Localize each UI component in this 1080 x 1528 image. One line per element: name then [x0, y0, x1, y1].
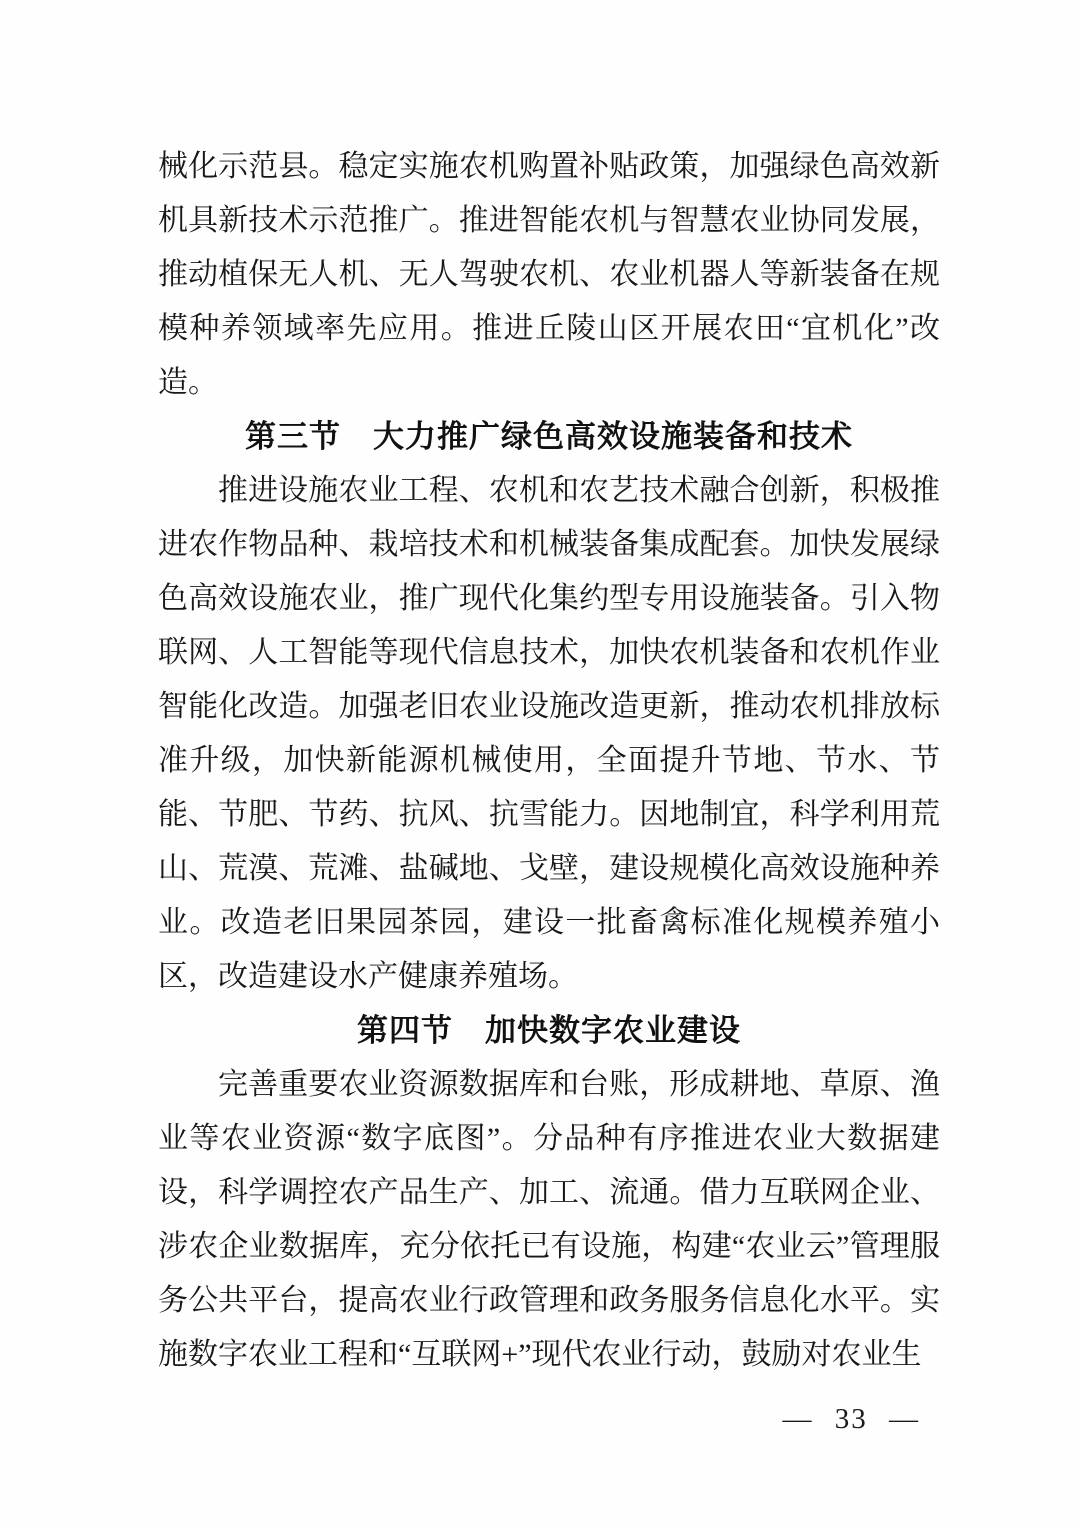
paragraph-green-facilities: 推进设施农业工程、农机和农艺技术融合创新，积极推进农作物品种、栽培技术和机械装备集成配套。加快发展绿色高效设施农业，推广现代化集约型专用设施装备。引入物联网、人工智能等现代信息技术，加快农机装备和农机作业智能化改造。加强老旧农业设施改造更新，推动农机排放标准升级，加快新能源机械使用，全面提升节地、节水、节能、节肥、节药、抗风、抗雪能力。因地制宜，科学利用荒山、荒漠、荒滩、盐碱地、戈壁，建设规模化高效设施种养业。改造老旧果园茶园，建设一批畜禽标准化规模养殖小区，改造建设水产健康养殖场。 [158, 474, 940, 993]
document-content [158, 140, 940, 1382]
paragraph-digital-agriculture: 完善重要农业资源数据库和台账，形成耕地、草原、渔业等农业资源“数字底图”。分品种有序推进农业大数据建设，科学调控农产品生产、加工、流通。借力互联网企业、涉农企业数据库，充分依托已有设施，构建“农业云”管理服务公共平台，提高农业行政管理和政务服务信息化水平。实施数字农业工程和“互联网+”现代农业行动，鼓励对农业生 [158, 1068, 940, 1371]
section-heading-4: 第四节 加快数字农业建设 [357, 1013, 741, 1048]
page-number: — 33 — [782, 1403, 920, 1435]
paragraph-continuation-mechanization: 械化示范县。稳定实施农机购置补贴政策，加强绿色高效新机具新技术示范推广。推进智能农机与智慧农业协同发展，推动植保无人机、无人驾驶农机、农业机器人等新装备在规模种养领域率先应用。推进丘陵山区开展农田“宜机化”改造。 [158, 150, 940, 399]
section-heading-3: 第三节 大力推广绿色高效设施装备和技术 [245, 419, 853, 454]
